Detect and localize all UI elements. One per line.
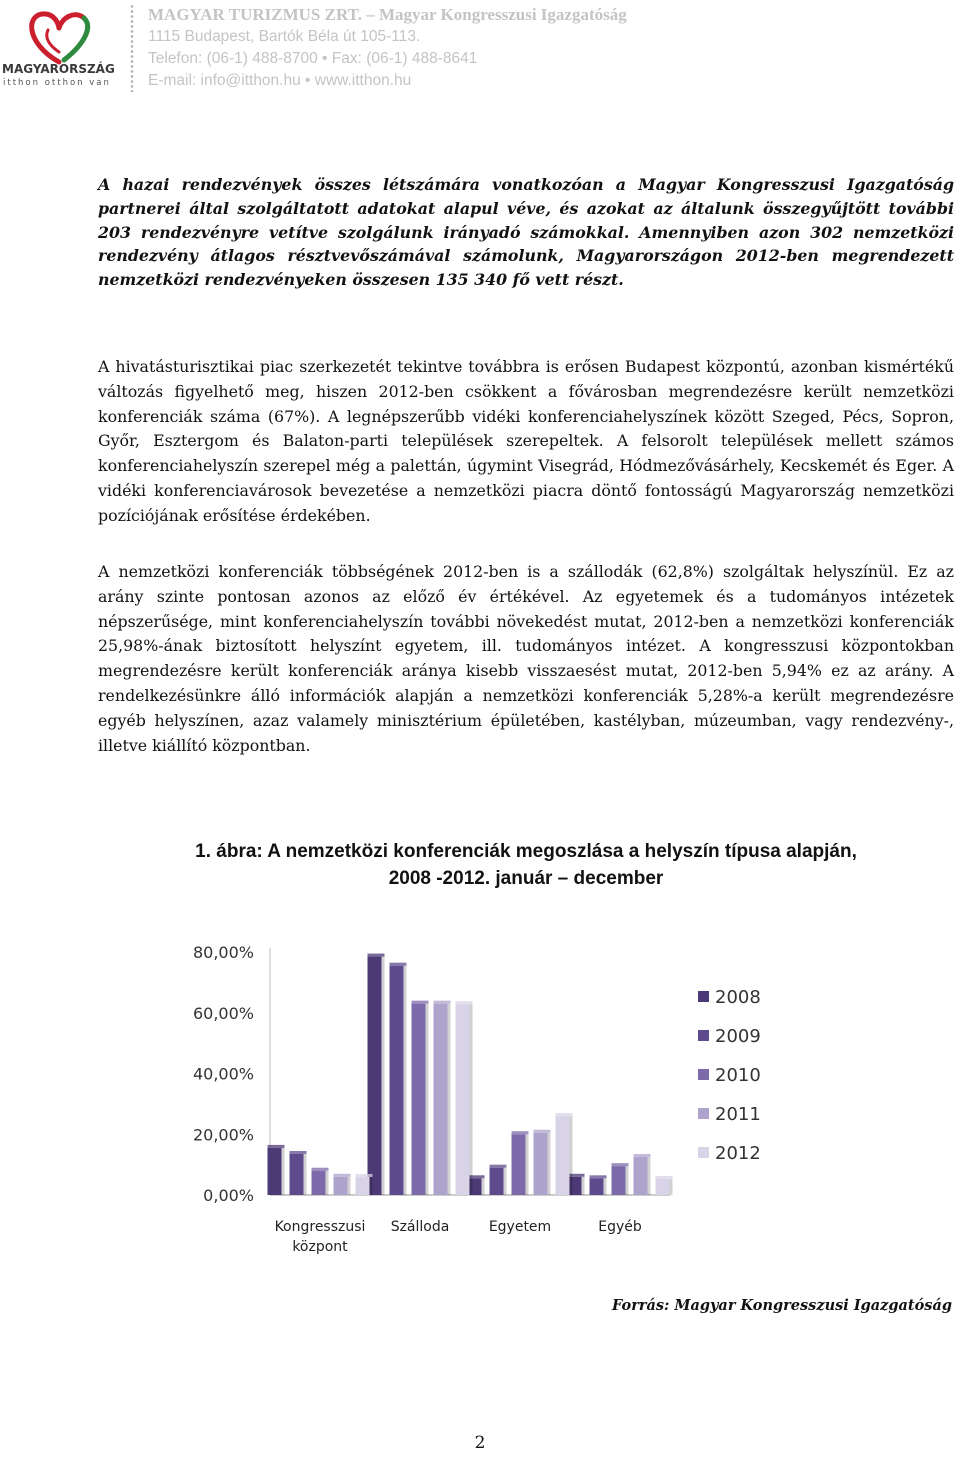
header-dotted-divider: [130, 4, 134, 92]
bar-2010-0: [312, 1171, 326, 1195]
bar-top: [368, 954, 385, 957]
legend-swatch-2012: [698, 1147, 709, 1158]
legend-swatch-2010: [698, 1069, 709, 1080]
organization-title: MAGYAR TURIZMUS ZRT. – Magyar Kongresszusi Igazgatóság: [148, 5, 627, 24]
category-label: Egyéb: [598, 1219, 642, 1235]
intro-bold-paragraph: A hazai rendezvények összes létszámára vonatkozóan a Magyar Kongresszusi Igazgatóság partnerei által szolgáltatott adatokat alapul véve, és azokat az általunk összegyűjtött további 203 rendezvényre vetítve szolgálunk irányadó számokkal. Amennyiben azon 302 nemzetközi rendezvény átlagos résztvevőszámával számolunk, Magyarországon 2012-ben megrendezett nemzetközi rendezvényeken összesen 135 340 fő vett részt.: [98, 175, 954, 290]
y-tick-label: 40,00%: [192, 1064, 254, 1084]
bar-shade: [482, 1178, 485, 1195]
bar-shade: [382, 957, 385, 1195]
bar-top: [590, 1175, 607, 1178]
page-number: 2: [474, 1433, 486, 1453]
bar-2012-2: [556, 1116, 570, 1195]
legend-label-2010: 2010: [715, 1065, 761, 1086]
bar-2012-1: [456, 1004, 470, 1195]
y-tick-label: 0,00%: [203, 1186, 254, 1205]
bar-top: [334, 1174, 351, 1177]
bar-2010-2: [512, 1134, 526, 1195]
bar-top: [634, 1154, 651, 1157]
bar-2008-1: [368, 957, 382, 1195]
bar-shade: [626, 1166, 629, 1195]
legend-label-2011: 2011: [715, 1104, 761, 1125]
bar-top: [356, 1174, 373, 1177]
legend-swatch-2011: [698, 1108, 709, 1119]
figure-title-line-2: 2008 -2012. január – december: [388, 868, 664, 889]
bar-top: [412, 1001, 429, 1004]
category-label: központ: [292, 1239, 348, 1255]
bar-2010-3: [612, 1166, 626, 1195]
bar-shade: [448, 1004, 451, 1195]
bar-shade: [304, 1154, 307, 1195]
legend-label-2008: 2008: [715, 987, 761, 1008]
bar-shade: [570, 1116, 573, 1195]
bar-2012-3: [656, 1179, 670, 1195]
bar-2012-0: [356, 1177, 370, 1195]
bar-top: [312, 1168, 329, 1171]
legend-label-2012: 2012: [715, 1143, 761, 1164]
venue-types-section: [98, 560, 954, 758]
bar-shade: [370, 1177, 373, 1195]
bar-2010-1: [412, 1004, 426, 1195]
logo-text: MAGYARORSZÁG: [2, 62, 115, 76]
bar-top: [434, 1001, 451, 1004]
bar-shade: [548, 1133, 551, 1195]
bar-2009-2: [490, 1168, 504, 1195]
legend-swatch-2008: [698, 991, 709, 1002]
market-structure-section: [98, 355, 954, 529]
figure-title-line-1: 1. ábra: A nemzetközi konferenciák megoszlása a helyszín típusa alapján,: [195, 841, 857, 862]
source-note: Forrás: Magyar Kongresszusi Igazgatóság: [612, 1297, 952, 1314]
bar-shade: [504, 1168, 507, 1195]
bar-top: [534, 1130, 551, 1133]
bar-shade: [326, 1171, 329, 1195]
bar-2011-0: [334, 1177, 348, 1195]
venue-types-paragraph: A nemzetközi konferenciák többségének 2012-ben is a szállodák (62,8%) szolgáltak helyszínül. Ez az arány szinte pontosan azonos az előző év értékével. Az egyetemek és a tudományos intézetek népszerűsége, mint konferenciahelyszín további növekedést mutat, 2012-ben a nemzetközi konferenciák 25,98%-ának biztosított helyszínt egyetem, ill. tudományos intézet. A kongresszusi központokban megrendezésre került konferenciák aránya kisebb visszaesést mutat, 2012-ben 5,94% ez az arány. A rendelkezésünkre álló információk alapján a nemzetközi konferenciák 5,28%-a került megrendezésre egyéb helyszínen, azaz valamely minisztérium épületében, kastélyban, múzeumban, vagy rendezvény-, illetve kiállító központban.: [98, 562, 954, 755]
phone-fax-line: Telefon: (06-1) 488-8700 • Fax: (06-1) 488-8641: [148, 50, 478, 67]
bar-top: [390, 963, 407, 966]
y-tick-label: 80,00%: [192, 943, 254, 962]
email-web-line: E-mail: info@itthon.hu • www.itthon.hu: [148, 72, 412, 89]
bar-top: [490, 1165, 507, 1168]
address-line: 1115 Budapest, Bartók Béla út 105-113.: [148, 28, 421, 45]
bar-2009-0: [290, 1154, 304, 1195]
category-label: Kongresszusi: [274, 1219, 366, 1235]
bar-top: [612, 1163, 629, 1166]
bar-shade: [582, 1177, 585, 1195]
legend-label-2009: 2009: [715, 1026, 761, 1047]
category-label: Szálloda: [390, 1219, 450, 1235]
bar-shade: [282, 1148, 285, 1195]
bar-shade: [348, 1177, 351, 1195]
bar-shade: [470, 1004, 473, 1195]
venue-type-bar-chart: [150, 930, 920, 1260]
bar-top: [268, 1145, 285, 1148]
letterhead-contact: [148, 4, 627, 92]
logo-slogan: itthon otthon van: [3, 78, 111, 88]
y-tick-label: 20,00%: [192, 1125, 254, 1145]
bar-top: [656, 1176, 673, 1179]
bar-2011-1: [434, 1004, 448, 1195]
legend-swatch-2009: [698, 1030, 709, 1041]
bar-2008-0: [268, 1148, 282, 1195]
bar-2009-3: [590, 1178, 604, 1195]
bar-top: [556, 1113, 573, 1116]
bar-shade: [526, 1134, 529, 1195]
market-structure-paragraph: A hivatásturisztikai piac szerkezetét tekintve továbbra is erősen Budapest központú, azonban kismértékű változás figyelhető meg, hiszen 2012-ben csökkent a fővárosban megrendezésre került nemzetközi konferenciák száma (67%). A legnépszerűbb vidéki konferenciahelyszínek között Szeged, Pécs, Sopron, Győr, Esztergom és Balaton-parti települések szerepeltek. A felsorolt települések mellett számos konferenciahelyszín szerepel még a palettán, úgymint Visegrád, Hódmezővásárhely, Kecskemét és Eger. A vidéki konferenciavárosok bevezetése a nemzetközi piacra döntő fontosságú Magyarország nemzetközi pozíciójának erősítése érdekében.: [98, 357, 954, 525]
bar-top: [456, 1001, 473, 1004]
bar-2011-2: [534, 1133, 548, 1195]
bar-shade: [426, 1004, 429, 1195]
figure-title: [98, 838, 954, 892]
bar-2009-1: [390, 966, 404, 1195]
bar-2011-3: [634, 1157, 648, 1195]
y-tick-label: 60,00%: [192, 1003, 254, 1023]
intro-section: [98, 173, 954, 292]
letterhead: [0, 0, 960, 100]
bar-shade: [604, 1178, 607, 1195]
bar-top: [290, 1151, 307, 1154]
bar-top: [512, 1131, 529, 1134]
bar-shade: [648, 1157, 651, 1195]
bar-shade: [670, 1179, 673, 1195]
bar-shade: [404, 966, 407, 1195]
category-label: Egyetem: [488, 1219, 552, 1235]
